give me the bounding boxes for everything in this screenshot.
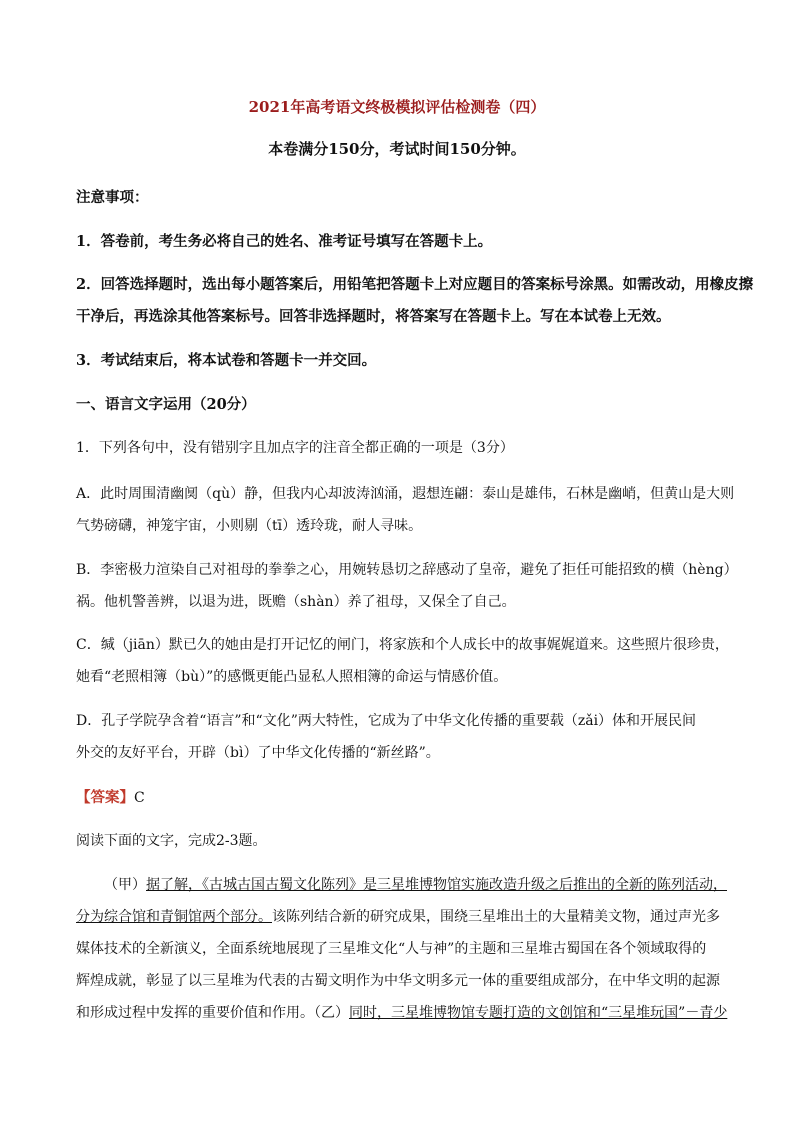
notes-item-2-line-1: 2．回答选择题时，选出每小题答案后，用铅笔把答题卡上对应题目的答案标号涂黑。如需改动，用橡皮擦 — [76, 276, 754, 293]
exam-subtitle: 本卷满分150分，考试时间150分钟。 — [268, 140, 526, 158]
passage-line-2 — [76, 906, 736, 926]
answer-line — [76, 786, 736, 807]
notes-item-1: 1．答卷前，考生务必将自己的姓名、准考证号填写在答题卡上。 — [76, 233, 493, 250]
passage-marker-jia: （甲） — [104, 877, 146, 893]
option-a-line-1: A．此时周围清幽阒（qù）静，但我内心却波涛汹涌，遐想连翩：泰山是雄伟，石林是幽峭，但黄山是大则 — [76, 486, 735, 502]
answer-value: C — [134, 790, 145, 806]
notes-heading: 注意事项： — [76, 189, 149, 206]
notes-item-3: 3．考试结束后，将本试卷和答题卡一并交回。 — [76, 352, 377, 369]
option-c-line-1: C．缄（jiān）默已久的她由是打开记忆的闸门，将家族和个人成长中的故事娓娓道来。这些照片很珍贵， — [76, 637, 729, 653]
passage-line-3: 媒体技术的全新演义，全面系统地展现了三星堆文化“人与神”的主题和三星堆古蜀国在各个领域取得的 — [76, 941, 707, 957]
option-b-line-1: B．李密极力渲染自己对祖母的拳拳之心，用婉转恳切之辞感动了皇帝，避免了拒任可能招致的横（hèng） — [76, 562, 738, 578]
passage-line-4: 辉煌成就，彰显了以三星堆为代表的古蜀文明作为中华文明多元一体的重要组成部分，在中华文明的起源 — [76, 973, 720, 989]
option-d-line-1: D．孔子学院孕含着“语言”和“文化”两大特性，它成为了中华文化传播的重要载（zǎi）体和开展民间 — [76, 713, 697, 729]
option-c-line-2: 她看“老照相簿（bù）”的感慨更能凸显私人照相簿的命运与情感价值。 — [76, 669, 508, 685]
passage-text-2: 该陈列结合新的研究成果，围绕三星堆出土的大量精美文物，通过声光多 — [272, 909, 720, 925]
passage-line-5 — [76, 1002, 736, 1022]
option-a-line-2: 气势磅礴，神笼宇宙，小则剔（tī）透玲珑，耐人寻味。 — [76, 518, 423, 534]
passage-line-1 — [104, 874, 736, 894]
answer-tag: 【答案】 — [76, 789, 134, 806]
option-d-line-2: 外交的友好平台，开辟（bì）了中华文化传播的“新丝路”。 — [76, 745, 440, 761]
notes-item-2-line-2: 干净后，再选涂其他答案标号。回答非选择题时，将答案写在答题卡上。写在本试卷上无效。 — [76, 308, 671, 325]
reading-intro: 阅读下面的文字，完成2-3题。 — [76, 833, 267, 849]
passage-underlined-1: 据了解，《古城古国古蜀文化陈列》是三星堆博物馆实施改造升级之后推出的全新的陈列活动， — [146, 877, 727, 893]
exam-title: 2021年高考语文终极模拟评估检测卷（四） — [248, 98, 546, 116]
option-b-line-2: 祸。他机警善辨，以退为进，既赡（shàn）养了祖母，又保全了自己。 — [76, 594, 516, 610]
passage-underlined-3: 同时，三星堆博物馆专题打造的文创馆和“三星堆玩国”－青少 — [349, 1005, 728, 1021]
section-1-heading: 一、语言文字运用（20分） — [76, 396, 256, 413]
question-1: 1．下列各句中，没有错别字且加点字的注音全都正确的一项是（3分） — [76, 440, 514, 456]
passage-text-5: 和形成过程中发挥的重要价值和作用。（乙） — [76, 1005, 349, 1021]
passage-underlined-2: 分为综合馆和青铜馆两个部分。 — [76, 909, 272, 925]
